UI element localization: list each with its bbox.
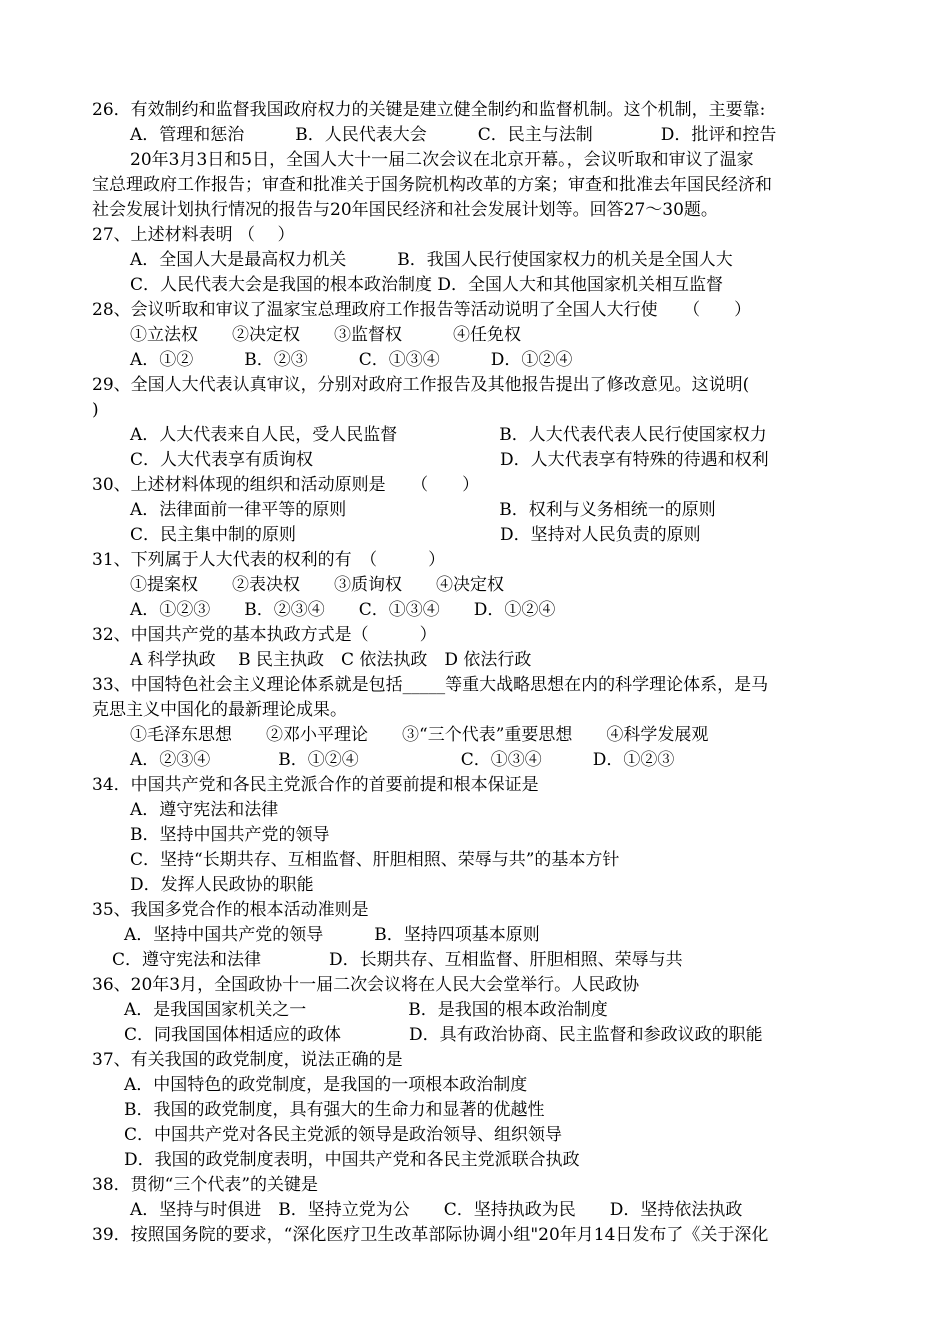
question-37-option: D．我国的政党制度表明，中国共产党和各民主党派联合执政 (124, 1150, 580, 1170)
question-28-items: ①立法权 ②决定权 ③监督权 ④任免权 (130, 325, 521, 345)
question-27-options: A．全国人大是最高权力机关 B．我国人民行使国家权力的机关是全国人大 (130, 250, 733, 270)
question-34-option: C．坚持“长期共存、互相监督、肝胆相照、荣辱与共”的基本方针 (130, 850, 620, 870)
question-31-options: A．①②③ B．②③④ C．①③④ D．①②④ (130, 600, 556, 620)
question-32-options: A 科学执政 B 民主执政 C 依法执政 D 依法行政 (130, 650, 532, 670)
question-33-stem: 33、中国特色社会主义理论体系就是包括_____等重大战略思想在内的科学理论体系，是马 (92, 675, 769, 695)
question-28-stem: 28、会议听取和审议了温家宝总理政府工作报告等活动说明了全国人大行使 （ ） (92, 300, 752, 320)
question-31-items: ①提案权 ②表决权 ③质询权 ④决定权 (130, 575, 504, 595)
question-31-stem: 31、下列属于人大代表的权利的有 （ ） (92, 550, 446, 570)
question-35-stem: 35、我国多党合作的根本活动准则是 (92, 900, 369, 920)
question-36-options: A．是我国国家机关之一 B．是我国的根本政治制度 (124, 1000, 608, 1020)
question-39-stem: 39．按照国务院的要求，“深化医疗卫生改革部际协调小组"20年月14日发布了《关于深化 (92, 1225, 769, 1245)
question-27-stem: 27、上述材料表明 （ ） (92, 225, 295, 245)
material-text: 20年3月3日和5日，全国人大十一届二次会议在北京开幕。，会议听取和审议了温家 (130, 150, 754, 170)
question-38-stem: 38．贯彻“三个代表”的关键是 (92, 1175, 319, 1195)
question-36-options: C．同我国国体相适应的政体 D．具有政治协商、民主监督和参政议政的职能 (124, 1025, 763, 1045)
question-35-options: A．坚持中国共产党的领导 B．坚持四项基本原则 (124, 925, 540, 945)
question-29-options: A．人大代表来自人民，受人民监督 B．人大代表代表人民行使国家权力 (130, 425, 767, 445)
question-30-options: C．民主集中制的原则 D．坚持对人民负责的原则 (130, 525, 701, 545)
question-26-options: A．管理和惩治 B．人民代表大会 C．民主与法制 D．批评和控告 (130, 125, 777, 145)
question-30-stem: 30、上述材料体现的组织和活动原则是 （ ） (92, 475, 480, 495)
question-36-stem: 36、20年3月，全国政协十一届二次会议将在人民大会堂举行。人民政协 (92, 975, 640, 995)
question-32-stem: 32、中国共产党的基本执政方式是（ ） (92, 625, 437, 645)
question-34-option: D．发挥人民政协的职能 (130, 875, 314, 895)
question-33-options: A．②③④ B．①②④ C．①③④ D．①②③ (130, 750, 675, 770)
question-37-option: B．我国的政党制度，具有强大的生命力和显著的优越性 (124, 1100, 545, 1120)
material-text: 宝总理政府工作报告；审查和批准关于国务院机构改革的方案；审查和批准去年国民经济和 (92, 175, 772, 195)
question-35-options: C．遵守宪法和法律 D．长期共存、互相监督、肝胆相照、荣辱与共 (112, 950, 683, 970)
question-26-stem: 26．有效制约和监督我国政府权力的关键是建立健全制约和监督机制。这个机制，主要靠: (92, 100, 766, 120)
question-34-stem: 34．中国共产党和各民主党派合作的首要前提和根本保证是 (92, 775, 539, 795)
question-33-items: ①毛泽东思想 ②邓小平理论 ③“三个代表”重要思想 ④科学发展观 (130, 725, 709, 745)
question-27-options: C．人民代表大会是我国的根本政治制度 D．全国人大和其他国家机关相互监督 (130, 275, 724, 295)
question-29-stem: ) (92, 400, 99, 420)
question-37-option: A．中国特色的政党制度，是我国的一项根本政治制度 (124, 1075, 528, 1095)
question-37-stem: 37、有关我国的政党制度，说法正确的是 (92, 1050, 403, 1070)
question-34-option: B．坚持中国共产党的领导 (130, 825, 330, 845)
question-33-stem: 克思主义中国化的最新理论成果。 (92, 700, 347, 720)
question-37-option: C．中国共产党对各民主党派的领导是政治领导、组织领导 (124, 1125, 563, 1145)
question-34-option: A．遵守宪法和法律 (130, 800, 279, 820)
question-29-stem: 29、全国人大代表认真审议，分别对政府工作报告及其他报告提出了修改意见。这说明( (92, 375, 750, 395)
material-text: 社会发展计划执行情况的报告与20年国民经济和社会发展计划等。回答27～30题。 (92, 200, 718, 220)
question-28-options: A．①② B．②③ C．①③④ D．①②④ (130, 350, 573, 370)
question-38-options: A．坚持与时俱进 B．坚持立党为公 C．坚持执政为民 D．坚持依法执政 (130, 1200, 743, 1220)
question-30-options: A．法律面前一律平等的原则 B．权利与义务相统一的原则 (130, 500, 716, 520)
question-29-options: C．人大代表享有质询权 D．人大代表享有特殊的待遇和权利 (130, 450, 769, 470)
